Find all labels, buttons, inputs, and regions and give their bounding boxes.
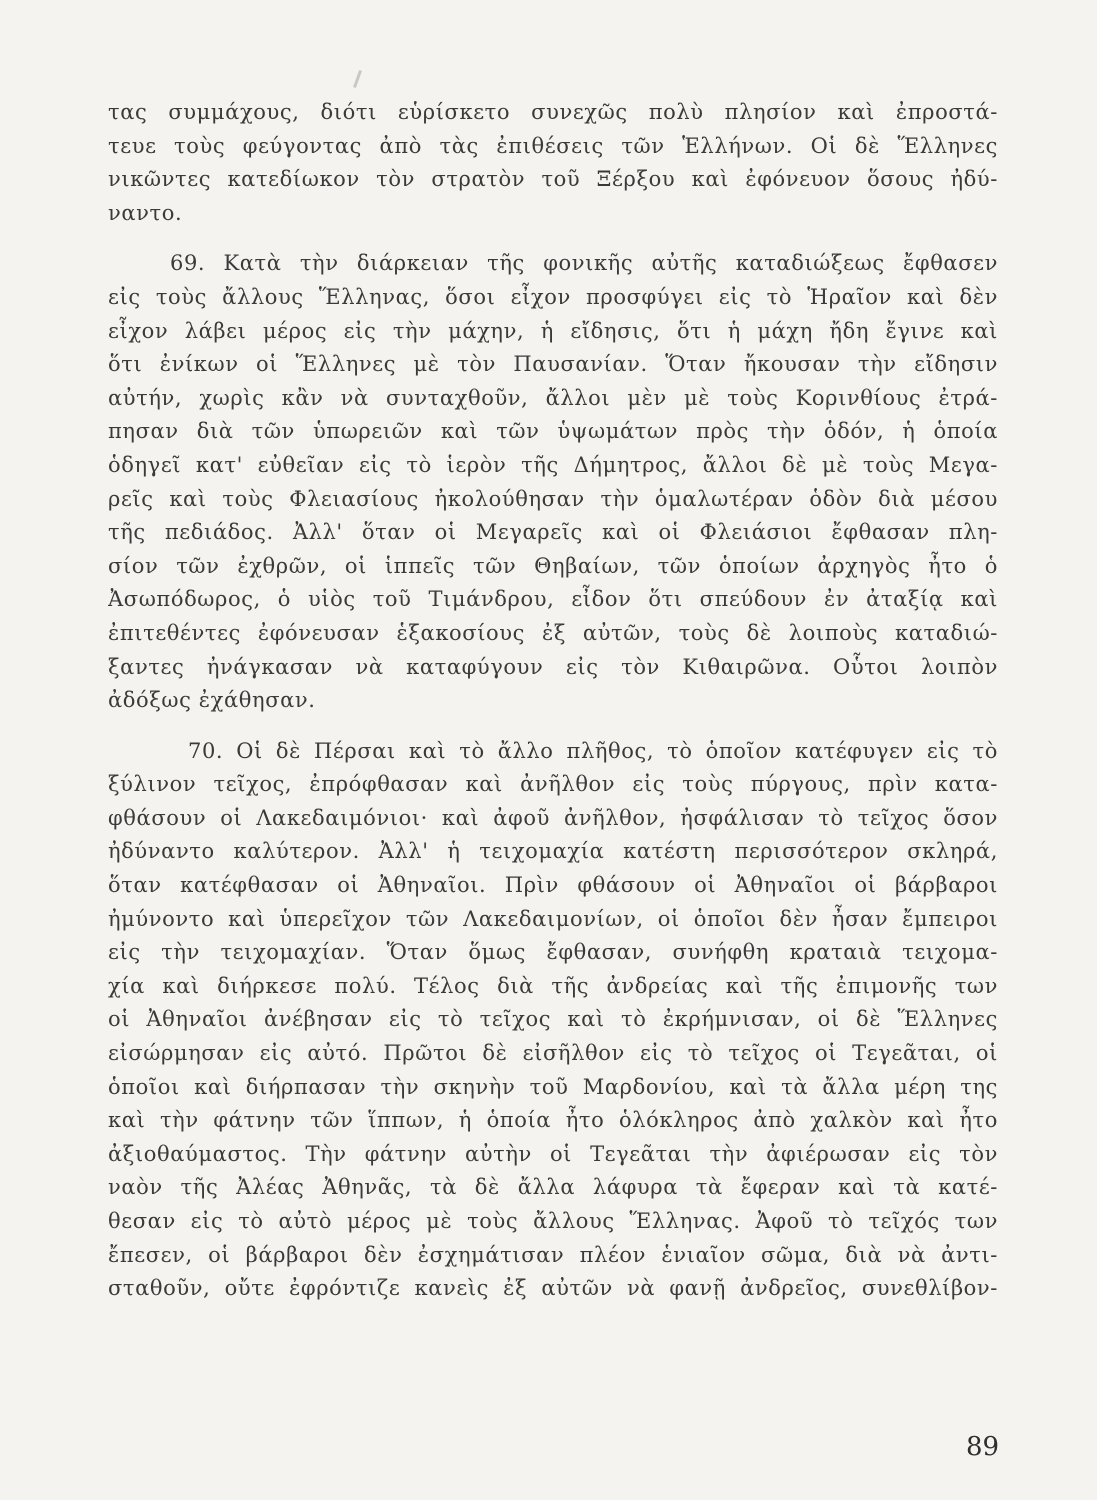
scan-mark [353, 70, 362, 88]
text-line: Ἀσωπόδωρος, ὁ υἱὸς τοῦ Τιμάνδρου, εἶδον ὅτι σπεύδουν ἐν ἀταξίᾳ καὶ [108, 587, 998, 612]
page-number: 89 [966, 1432, 1000, 1462]
text-line: ἠδύναντο καλύτερον. Ἀλλ' ἡ τειχομαχία κατέστη περισσότερον σκληρά, [108, 839, 998, 864]
text-line: ἔπεσεν, οἱ βάρβαροι δὲν ἐσχημάτισαν πλέον ἑνιαῖον σῶμα, διὰ νὰ ἀντι- [108, 1242, 998, 1267]
text-line: πησαν διὰ τῶν ὑπωρειῶν καὶ τῶν ὑψωμάτων πρὸς τὴν ὁδόν, ἡ ὁποία [108, 419, 998, 444]
text-line: ἐπιτεθέντες ἐφόνευσαν ἑξακοσίους ἐξ αὐτῶν, τοὺς δὲ λοιποὺς καταδιώ- [108, 620, 998, 645]
text-line: θεσαν εἰς τὸ αὐτὸ μέρος μὲ τοὺς ἄλλους Ἕλληνας. Ἀφοῦ τὸ τεῖχός των [108, 1209, 998, 1233]
text-line: νικῶντες κατεδίωκον τὸν στρατὸν τοῦ Ξέρξου καὶ ἐφόνευον ὅσους ἠδύ- [108, 167, 998, 192]
body-text [108, 96, 998, 1306]
text-line-first: 70. Οἱ δὲ Πέρσαι καὶ τὸ ἄλλο πλῆθος, τὸ ὁποῖον κατέφυγεν εἰς τὸ [188, 738, 998, 763]
text-line: ὅτι ἐνίκων οἱ Ἕλληνες μὲ τὸν Παυσανίαν. Ὅταν ἤκουσαν τὴν εἴδησιν [108, 352, 998, 377]
text-line: εἰς τὴν τειχομαχίαν. Ὅταν ὅμως ἔφθασαν, συνήφθη κραταιὰ τειχομα- [108, 940, 998, 965]
text-line: τας συμμάχους, διότι εὑρίσκετο συνεχῶς πολὺ πλησίον καὶ ἐπροστά- [108, 100, 998, 124]
text-line-first: 69. Κατὰ τὴν διάρκειαν τῆς φονικῆς αὐτῆς καταδιώξεως ἔφθασεν [170, 251, 998, 276]
text-line: ρεῖς καὶ τοὺς Φλειασίους ἠκολούθησαν τὴν ὁμαλωτέραν ὁδὸν διὰ μέσου [108, 486, 998, 511]
text-line: καὶ τὴν φάτνην τῶν ἵππων, ἡ ὁποία ἦτο ὁλόκληρος ἀπὸ χαλκὸν καὶ ἦτο [108, 1108, 998, 1133]
text-line: τῆς πεδιάδος. Ἀλλ' ὅταν οἱ Μεγαρεῖς καὶ οἱ Φλειάσιοι ἔφθασαν πλη- [108, 520, 998, 545]
paragraph-70-body [108, 768, 998, 1306]
text-line: ὅταν κατέφθασαν οἱ Ἀθηναῖοι. Πρὶν φθάσουν οἱ Ἀθηναῖοι οἱ βάρβαροι [108, 873, 998, 898]
text-line: ἀξιοθαύμαστος. Τὴν φάτνην αὐτὴν οἱ Τεγεᾶται τὴν ἀφιέρωσαν εἰς τὸν [108, 1141, 998, 1166]
text-line: εἰσώρμησαν εἰς αὐτό. Πρῶτοι δὲ εἰσῆλθον εἰς τὸ τεῖχος οἱ Τεγεᾶται, οἱ [108, 1041, 998, 1066]
text-line: ἀδόξως ἐχάθησαν. [108, 688, 316, 713]
text-line: αὐτήν, χωρὶς κἂν νὰ συνταχθοῦν, ἄλλοι μὲν μὲ τοὺς Κορινθίους ἐτρά- [108, 385, 998, 410]
text-line: ἠμύνοντο καὶ ὑπερεῖχον τῶν Λακεδαιμονίων, οἱ ὁποῖοι δὲν ἦσαν ἔμπειροι [108, 906, 998, 931]
text-line: εἶχον λάβει μέρος εἰς τὴν μάχην, ἡ εἴδησις, ὅτι ἡ μάχη ἤδη ἔγινε καὶ [108, 318, 998, 343]
text-line: σταθοῦν, οὔτε ἐφρόντιζε κανεὶς ἐξ αὐτῶν νὰ φανῇ ἀνδρεῖος, συνεθλίβον- [108, 1276, 998, 1301]
text-line: σίον τῶν ἐχθρῶν, οἱ ἱππεῖς τῶν Θηβαίων, τῶν ὁποίων ἀρχηγὸς ἦτο ὁ [108, 553, 998, 578]
paragraph-70 [108, 735, 998, 769]
text-line: ναὸν τῆς Ἀλέας Ἀθηνᾶς, τὰ δὲ ἄλλα λάφυρα τὰ ἔφεραν καὶ τὰ κατέ- [108, 1175, 998, 1200]
paragraph-gap [108, 230, 998, 247]
text-line: ξαντες ἠνάγκασαν νὰ καταφύγουν εἰς τὸν Κιθαιρῶνα. Οὗτοι λοιπὸν [108, 654, 998, 679]
text-line: οἱ Ἀθηναῖοι ἀνέβησαν εἰς τὸ τεῖχος καὶ τὸ ἐκρήμνισαν, οἱ δὲ Ἕλληνες [108, 1007, 998, 1032]
text-line: ναντο. [108, 200, 183, 225]
text-line: φθάσουν οἱ Λακεδαιμόνιοι· καὶ ἀφοῦ ἀνῆλθον, ἠσφάλισαν τὸ τεῖχος ὅσον [108, 805, 998, 830]
paragraph-69 [108, 247, 998, 281]
text-line: ξύλινον τεῖχος, ἐπρόφθασαν καὶ ἀνῆλθον εἰς τοὺς πύργους, πρὶν κατα- [108, 772, 998, 797]
text-line: ὁδηγεῖ κατ' εὐθεῖαν εἰς τὸ ἱερὸν τῆς Δήμητρος, ἄλλοι δὲ μὲ τοὺς Μεγα- [108, 452, 998, 477]
paragraph-68-continuation [108, 96, 998, 230]
text-line: ὁποῖοι καὶ διήρπασαν τὴν σκηνὴν τοῦ Μαρδονίου, καὶ τὰ ἄλλα μέρη της [108, 1074, 998, 1099]
paragraph-69-body [108, 281, 998, 718]
paragraph-gap [108, 718, 998, 735]
text-line: χία καὶ διήρκεσε πολύ. Τέλος διὰ τῆς ἀνδρείας καὶ τῆς ἐπιμονῆς των [108, 973, 998, 998]
text-line: τευε τοὺς φεύγοντας ἀπὸ τὰς ἐπιθέσεις τῶν Ἑλλήνων. Οἱ δὲ Ἕλληνες [108, 133, 998, 158]
text-line: εἰς τοὺς ἄλλους Ἕλληνας, ὅσοι εἶχον προσφύγει εἰς τὸ Ἡραῖον καὶ δὲν [108, 284, 998, 309]
